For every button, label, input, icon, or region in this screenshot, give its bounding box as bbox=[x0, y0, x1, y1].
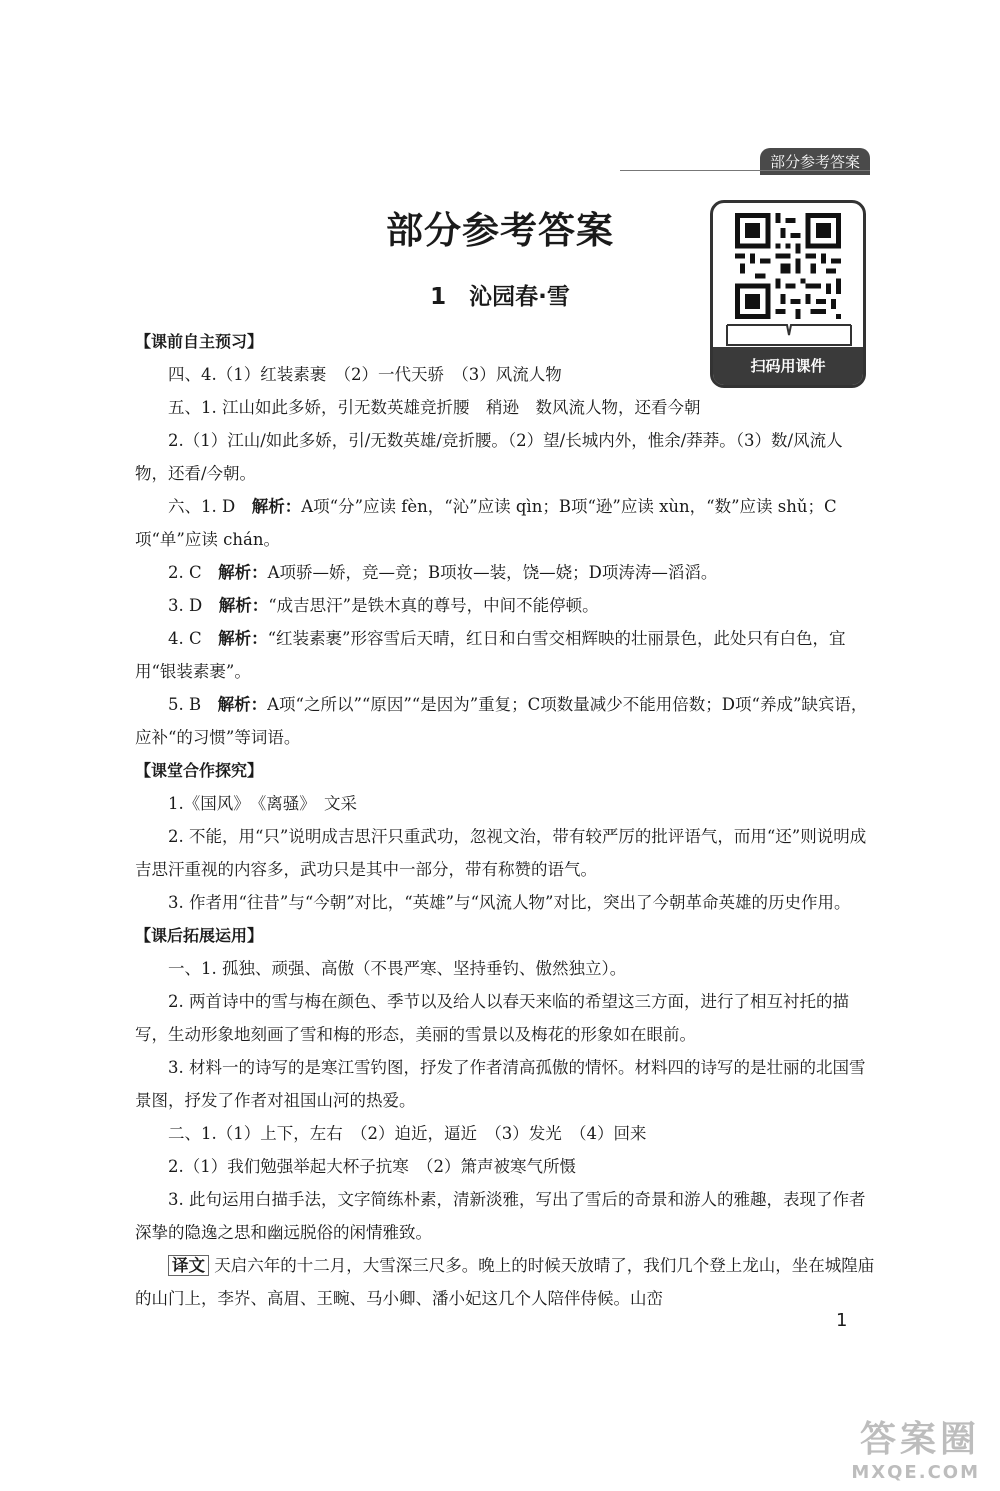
analysis-text: A项“之所以”“原因”“是因为”重复；C项数量减少不能用倍数；D项“养成”缺宾语，应补“的习惯”等词语。 bbox=[135, 695, 868, 747]
translation-line bbox=[135, 1249, 875, 1315]
answer-line: 一、1. 孤独、顽强、高傲（不畏严寒、坚持垂钓、傲然独立）。 bbox=[168, 959, 627, 978]
item-number: 六、1. D bbox=[168, 497, 236, 516]
item-number: 3. D bbox=[168, 596, 203, 615]
answer-line: 2. 两首诗中的雪与梅在颜色、季节以及给人以春天来临的希望这三方面，进行了相互衬托的描写，生动形象地刻画了雪和梅的形态，美丽的雪景以及梅花的形象如在眼前。 bbox=[135, 992, 849, 1044]
item-number: 2. C bbox=[168, 563, 202, 582]
watermark-logo: 答案圈 bbox=[859, 1419, 980, 1460]
qr-code-icon[interactable] bbox=[735, 213, 841, 319]
analysis-label: 解析： bbox=[218, 629, 268, 648]
item-number: 4. C bbox=[168, 629, 202, 648]
qr-caption: 扫码用课件 bbox=[713, 347, 863, 385]
answer-line: 四、4.（1）红装素裹 （2）一代天骄 （3）风流人物 bbox=[168, 365, 562, 384]
analysis-text: “成吉思汗”是铁木真的尊号，中间不能停顿。 bbox=[268, 596, 599, 615]
section-heading: 【课后拓展运用】 bbox=[135, 926, 264, 945]
analysis-label: 解析： bbox=[217, 695, 268, 714]
page-title: 部分参考答案 bbox=[386, 209, 614, 252]
analysis-text: “红装素裹”形容雪后天晴，红日和白雪交相辉映的壮丽景色，此处只有白色，宜用“银装素裹”。 bbox=[135, 629, 846, 681]
page-number: 1 bbox=[836, 1310, 848, 1331]
watermark-url: MXQE.COM bbox=[851, 1462, 980, 1483]
item-number: 5. B bbox=[168, 695, 202, 714]
analysis-label: 解析： bbox=[218, 596, 269, 615]
answer-line: 3. 作者用“往昔”与“今朝”对比，“英雄”与“风流人物”对比，突出了今朝革命英雄的历史作用。 bbox=[168, 893, 851, 912]
translation-label: 译文 bbox=[168, 1255, 209, 1276]
answer-line bbox=[135, 490, 875, 556]
analysis-text: A项“分”应读 fèn，“沁”应读 qìn；B项“逊”应读 xùn，“数”应读 shǔ；C项“单”应读 chán。 bbox=[135, 497, 837, 549]
answer-content bbox=[135, 325, 875, 1315]
watermark bbox=[851, 1411, 980, 1483]
answer-line bbox=[135, 688, 875, 754]
answer-line: 3. 材料一的诗写的是寒江雪钓图，抒发了作者清高孤傲的情怀。材料四的诗写的是壮丽的北国雪景图，抒发了作者对祖国山河的热爱。 bbox=[135, 1058, 866, 1110]
answer-line: 2.（1）江山/如此多娇，引/无数英雄/竞折腰。（2）望/长城内外，惟余/莽莽。（3）数/风流人物，还看/今朝。 bbox=[135, 431, 843, 483]
answer-line bbox=[135, 556, 875, 589]
translation-text: 天启六年的十二月，大雪深三尺多。晚上的时候天放晴了，我们几个登上龙山，坐在城隍庙的山门上，李岕、高眉、王畹、马小卿、潘小妃这几个人陪伴侍候。山峦 bbox=[135, 1256, 875, 1308]
answer-line: 2. 不能，用“只”说明成吉思汗只重武功，忽视文治，带有较严厉的批评语气，而用“还”则说明成吉思汗重视的内容多，武功只是其中一部分，带有称赞的语气。 bbox=[135, 827, 867, 879]
section-heading: 【课堂合作探究】 bbox=[135, 761, 264, 780]
header-rule bbox=[620, 170, 870, 171]
answer-line bbox=[135, 622, 875, 688]
analysis-label: 解析： bbox=[218, 563, 268, 582]
answer-line bbox=[135, 589, 875, 622]
answer-line: 1.《国风》 《离骚》 文采 bbox=[168, 794, 357, 813]
analysis-label: 解析： bbox=[251, 497, 302, 516]
answer-line: 2.（1）我们勉强举起大杯子抗寒 （2）箫声被寒气所慑 bbox=[168, 1157, 576, 1176]
analysis-text: A项骄—娇，竞—竞；B项妆—装，饶—娆；D项涛涛—滔滔。 bbox=[267, 563, 718, 582]
section-heading: 【课前自主预习】 bbox=[135, 332, 264, 351]
answer-line: 3. 此句运用白描手法，文字简练朴素，清新淡雅，写出了雪后的奇景和游人的雅趣，表现了作者深挚的隐逸之思和幽远脱俗的闲情雅致。 bbox=[135, 1190, 866, 1242]
lesson-title: 1 沁园春·雪 bbox=[430, 284, 570, 310]
header-tag: 部分参考答案 bbox=[760, 148, 870, 175]
answer-line: 五、1. 江山如此多娇，引无数英雄竞折腰 稍逊 数风流人物，还看今朝 bbox=[168, 398, 701, 417]
answer-line: 二、1.（1）上下，左右 （2）迫近，逼近 （3）发光 （4）回来 bbox=[168, 1124, 647, 1143]
